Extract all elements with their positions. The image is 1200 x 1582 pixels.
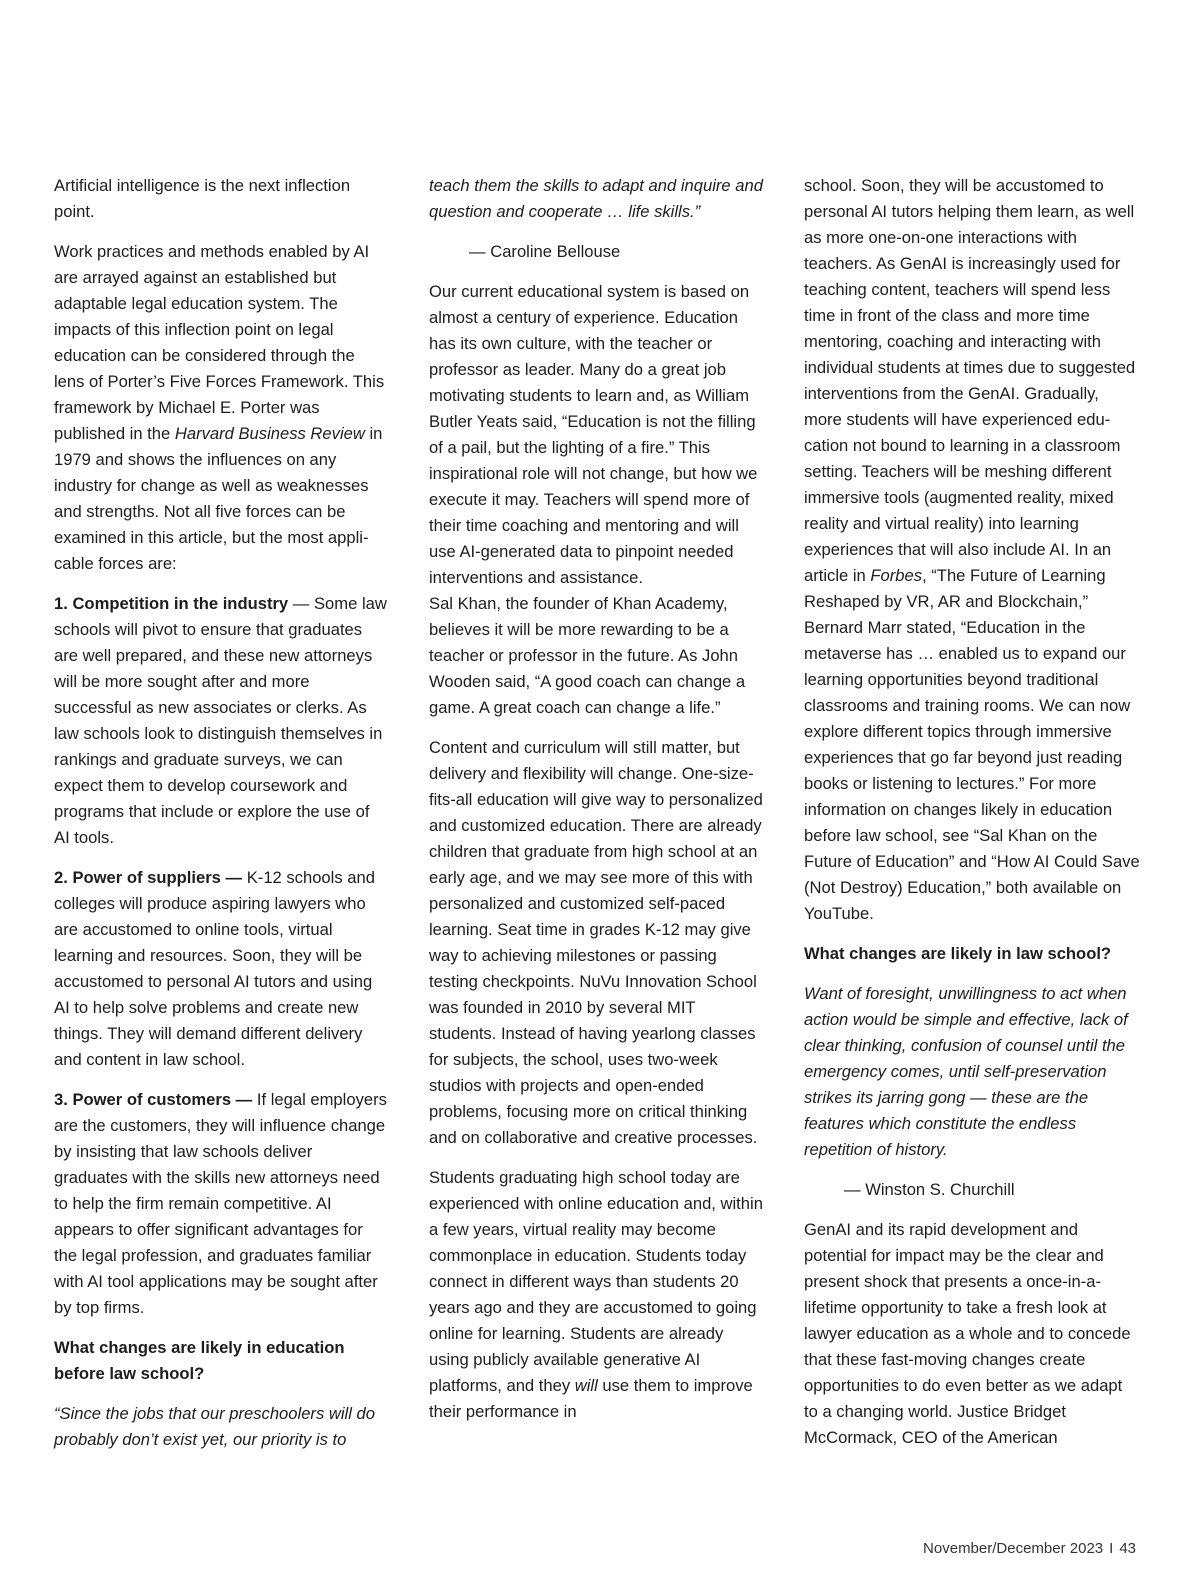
publication-title: Forbes (870, 566, 923, 585)
section-heading: What changes are likely in education before law school? (54, 1338, 345, 1383)
paragraph: Our current educational system is based on almost a century of experience. Education has its own culture, with the teacher or professor as leader. Many do a great job motivating students to learn and, as William Butler Yeats said, “Education is not the filling of a pail, but the lighting of a fire.” This inspirational role will not change, but how we execute it may. Teachers will spend more of their time coaching and mentoring and will use AI-generated data to pinpoint needed interventions and assistance. (429, 282, 758, 587)
page-footer (923, 1540, 1136, 1557)
text: school. Soon, they will be accustomed to personal AI tutors helping them learn, as well as more one-on-one interactions with teachers. As GenAI is increasingly used for teaching content, teachers will spend less time in front of the class and more time mentoring, coaching and interacting with individual students at times due to suggested interventions from the GenAI. Gradually, more students will have experienced education not bound to learning in a classroom setting. Teachers will be meshing different immersive tools (augmented reality, mixed reality and virtual reality) into learning experiences that will also include AI. In an article in (804, 176, 1136, 585)
publication-title: Harvard Business Review (174, 424, 365, 443)
footer-separator: I (1109, 1540, 1114, 1557)
text: use them to improve their performance in (429, 1376, 753, 1421)
paragraph: Sal Khan, the founder of Khan Academy, believes it will be more rewarding to be a teacher or professor in the future. As John Wooden said, “A good coach can change a game. A great coach can change a life.” (429, 594, 746, 717)
emphasis: will (574, 1376, 598, 1395)
item-title: 1. Competition in the industry (54, 594, 289, 613)
item-text: K-12 schools and colleges will produce aspiring lawyers who are accustomed to online tools, virtual learning and resources. Soon, they will be accustomed to personal AI tutors and using AI to help solve problems and create new things. They will demand different delivery and content in law school. (54, 868, 375, 1069)
quote: Want of foresight, unwillingness to act when action would be simple and effective, lack of clear thinking, confusion of counsel until the emergency comes, until self-preservation strikes its jarring gong — these are the features which constitute the endless repetition of history. (804, 984, 1128, 1159)
column-2 (429, 173, 765, 1425)
column-3 (804, 173, 1140, 1451)
list-item (54, 865, 388, 1073)
item-title: 2. Power of suppliers — (54, 868, 243, 887)
paragraph: Content and curriculum will still matter, but delivery and flexibility will change. One-size-fits-all education will give way to personalized and customized education. There are already children that graduate from high school at an early age, and we may see more of this with personalized and customized self-paced learning. Seat time in grades K-12 may give way to achieving milestones or passing testing checkpoints. NuVu Innovation School was founded in 2010 by several MIT students. Instead of having yearlong classes for subjects, the school, uses two-week studios with projects and open-ended problems, focusing more on critical thinking and on collaborative and creative processes. (429, 738, 763, 1147)
column-1 (54, 173, 388, 1453)
paragraph (804, 173, 1140, 927)
page-number: 43 (1119, 1540, 1136, 1557)
quote: “Since the jobs that our preschoolers will do probably don’t exist yet, our priority is to (54, 1404, 375, 1449)
text: in 1979 and shows the influences on any industry for change as well as weaknesses and strengths. Not all five forces can be examined in this article, but the most applicable forces are: (54, 424, 383, 573)
list-item (54, 1087, 388, 1321)
text: Work practices and methods enabled by AI are arrayed against an established but adaptable legal education system. The impacts of this inflection point on legal education can be considered through the lens of Porter’s Five Forces Framework. This framework by Michael E. Porter was published in the (54, 242, 385, 443)
item-title: 3. Power of customers — (54, 1090, 253, 1109)
quote: teach them the skills to adapt and inquire and question and cooperate … life skills.” (429, 176, 763, 221)
paragraph (429, 1165, 765, 1425)
text: Students graduating high school today are experienced with online education and, within a few years, virtual reality may become commonplace in education. Students today connect in different ways than students 20 years ago and they are accustomed to going online for learning. Students are already using publicly available generative AI platforms, and they (429, 1168, 763, 1395)
paragraph: Artificial intelligence is the next inflection point. (54, 176, 351, 221)
paragraph (54, 239, 388, 577)
section-heading: What changes are likely in law school? (804, 944, 1112, 963)
text: , “The Future of Learning Reshaped by VR, AR and Blockchain,” Bernard Marr stated, “Education in the metaverse has … enabled us to expand our learning opportunities beyond traditional classrooms and training rooms. We can now explore different topics through immersive experiences that go far beyond just reading books or listening to lectures.” For more information on changes likely in education before law school, see “Sal Khan on the Future of Education” and “How AI Could Save (Not Destroy) Education,” both available on YouTube. (804, 566, 1140, 923)
item-text: — Some law schools will pivot to ensure that graduates are well prepared, and these new attorneys will be more sought after and more successful as new associates or clerks. As law schools look to distinguish themselves in rankings and graduate surveys, we can expect them to develop coursework and programs that include or explore the use of AI tools. (54, 594, 387, 847)
item-text: If legal employers are the customers, they will influence change by insisting that law schools deliver graduates with the skills new attorneys need to help the firm remain competitive. AI appears to offer significant advantages for the legal profession, and graduates familiar with AI tool applications may be sought after by top firms. (54, 1090, 387, 1317)
issue-date: November/December 2023 (923, 1540, 1104, 1557)
quote-attribution: — Caroline Bellouse (469, 242, 621, 261)
paragraph: GenAI and its rapid development and potential for impact may be the clear and present shock that presents a once-in-a-lifetime opportunity to take a fresh look at lawyer education as a whole and to concede that these fast-moving changes create opportunities to do even better as we adapt to a changing world. Justice Bridget McCormack, CEO of the American (804, 1220, 1131, 1447)
quote-attribution: — Winston S. Churchill (844, 1180, 1015, 1199)
list-item (54, 591, 388, 851)
